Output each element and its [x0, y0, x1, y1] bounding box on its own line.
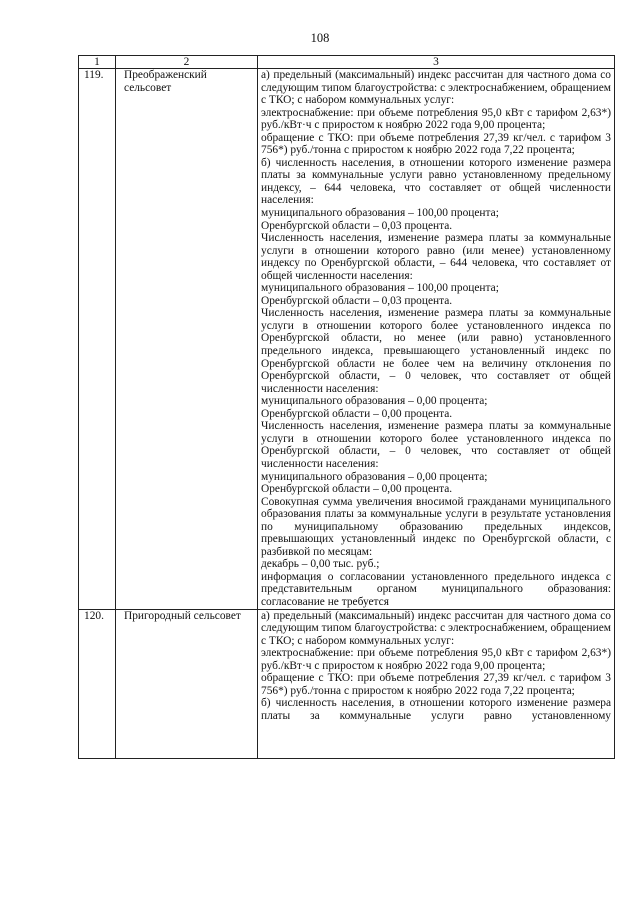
paragraph: Численность населения, изменение размера платы за коммунальные услуги в отношении которого более установленного индекса по Оренбургской области, но менее (или равно) установленного предельного индекса, превышающего установленный индекс по Оренбургской области не более чем на величину отклонения по Оренбургской области, – 0 человек, что составляет от общей численности населения: [261, 307, 611, 395]
paragraph: информация о согласовании установленного предельного индекса с представительным органом муниципального образования: согласование не требуется [261, 570, 611, 608]
paragraph: обращение с ТКО: при объеме потребления 27,39 кг/чел. с тарифом 3 756*) руб./тонна с приростом к ноябрю 2022 года 7,22 процента; [261, 131, 611, 157]
header-cell-3: 3 [258, 56, 615, 69]
paragraph: муниципального образования – 100,00 процента; [261, 282, 499, 295]
municipality-name: Пригородный сельсовет [116, 609, 258, 758]
document-table [78, 55, 615, 759]
paragraph: муниципального образования – 0,00 процента; [261, 395, 488, 408]
header-cell-2: 2 [116, 56, 258, 69]
paragraph: Оренбургской области – 0,00 процента. [261, 407, 453, 420]
paragraph: Оренбургской области – 0,03 процента. [261, 294, 453, 307]
table-header-row [79, 56, 615, 69]
paragraph: б) численность населения, в отношении которого изменение размера платы за коммунальные услуги равно установленному предельному индексу, – 644 человека, что составляет от общей численности населения: [261, 156, 611, 207]
paragraph: Оренбургской области – 0,00 процента. [261, 483, 453, 496]
row-content [258, 69, 615, 610]
row-content-clip [261, 610, 611, 758]
paragraph: Численность населения, изменение размера платы за коммунальные услуги в отношении которого равно (или менее) установленному индексу по Оренбургской области, – 644 человека, что составляет от общей численности населения: [261, 232, 611, 282]
paragraph: Совокупная сумма увеличения вносимой гражданами муниципального образования платы за коммунальные услуги в результате установления по муниципальному образованию предельных индексов, превышающих установленный индекс по Оренбургской области, с разбивкой по месяцам: [261, 495, 611, 558]
row-content [258, 609, 615, 758]
paragraph: муниципального образования – 100,00 процента; [261, 207, 499, 220]
page-number: 108 [310, 31, 330, 45]
paragraph: б) численность населения, в отношении которого изменение размера платы за коммунальные услуги равно установленному [261, 697, 611, 722]
paragraph: а) предельный (максимальный) индекс рассчитан для частного дома со следующим типом благоустройства: с электроснабжением, обращением с ТКО; с набором коммунальных услуг: [261, 69, 611, 107]
paragraph: Оренбургской области – 0,03 процента. [261, 219, 453, 232]
paragraph: Численность населения, изменение размера платы за коммунальные услуги в отношении которого более установленного индекса по Оренбургской области, – 0 человек, что составляет от общей численности населения: [261, 420, 611, 470]
paragraph: электроснабжение: при объеме потребления 95,0 кВт с тарифом 2,63*) руб./кВт·ч с приростом к ноябрю 2022 года 9,00 процента; [261, 106, 611, 132]
table-row-119 [79, 69, 615, 610]
row-number: 119. [79, 69, 116, 610]
paragraph: а) предельный (максимальный) индекс рассчитан для частного дома со следующим типом благоустройства: с электроснабжением, обращением с ТКО; с набором коммунальных услуг: [261, 609, 611, 647]
paragraph: электроснабжение: при объеме потребления 95,0 кВт с тарифом 2,63*) руб./кВт·ч с приростом к ноябрю 2022 года 9,00 процента; [261, 647, 611, 672]
paragraph: обращение с ТКО: при объеме потребления 27,39 кг/чел. с тарифом 3 756*) руб./тонна с приростом к ноябрю 2022 года 7,22 процента; [261, 672, 611, 697]
paragraph: декабрь – 0,00 тыс. руб.; [261, 558, 380, 571]
table-row-120 [79, 609, 615, 758]
municipality-name: Преображенский сельсовет [116, 69, 258, 610]
paragraph: муниципального образования – 0,00 процента; [261, 470, 488, 483]
row-number: 120. [79, 609, 116, 758]
header-cell-1: 1 [79, 56, 116, 69]
